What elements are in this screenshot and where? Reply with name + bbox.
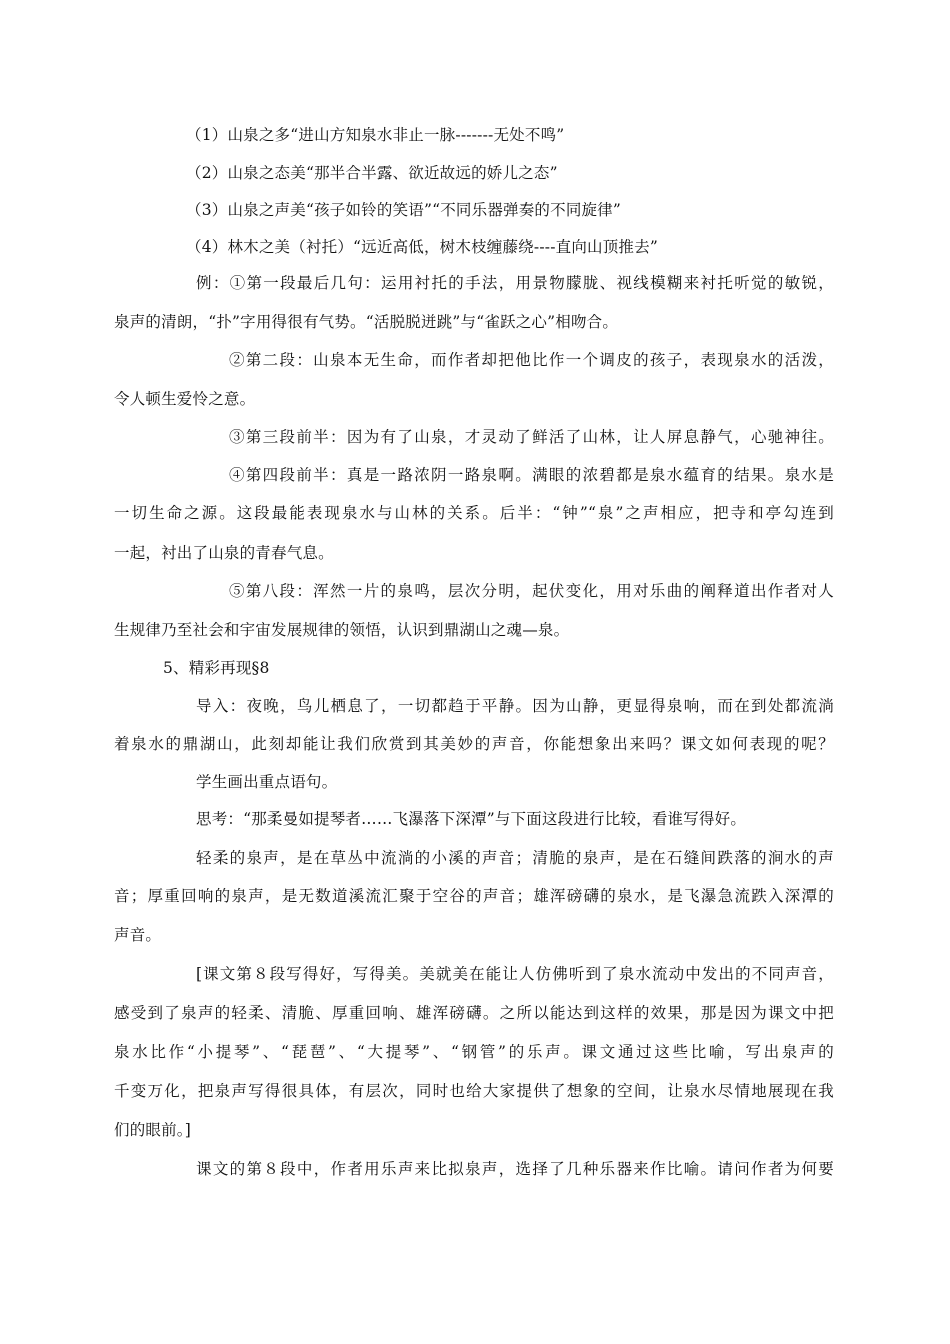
text-line: 生规律乃至社会和宇宙发展规律的领悟，认识到鼎湖山之魂—泉。 bbox=[114, 621, 570, 639]
text-line: 思考：“那柔曼如提琴者……飞瀑落下深潭”与下面这段进行比较，看谁写得好。 bbox=[196, 810, 747, 828]
text-line: 一起，衬出了山泉的青春气息。 bbox=[114, 544, 334, 562]
text-line: ④第四段前半：真是一路浓阴一路泉啊。满眼的浓碧都是泉水蕴育的结果。泉水是 bbox=[229, 466, 834, 484]
text-line: ②第二段：山泉本无生命，而作者却把他比作一个调皮的孩子，表现泉水的活泼， bbox=[229, 351, 834, 369]
text-line: 课文的第８段中，作者用乐声来比拟泉声，选择了几种乐器来作比喻。请问作者为何要 bbox=[196, 1160, 834, 1178]
text-line: 泉水比作“小提琴”、“琵琶”、“大提琴”、“钢管”的乐声。课文通过这些比喻，写出泉声的 bbox=[114, 1043, 834, 1061]
text-line: 导入：夜晚，鸟儿栖息了，一切都趋于平静。因为山静，更显得泉响，而在到处都流淌 bbox=[196, 697, 834, 715]
text-line: 千变万化，把泉声写得很具体，有层次，同时也给大家提供了想象的空间，让泉水尽情地展现在我 bbox=[114, 1082, 834, 1100]
text-line: （1）山泉之多“进山方知泉水非止一脉-------无处不鸣” bbox=[186, 126, 565, 144]
text-line: 轻柔的泉声，是在草丛中流淌的小溪的声音；清脆的泉声，是在石缝间跌落的涧水的声 bbox=[196, 849, 834, 867]
text-line: 感受到了泉声的轻柔、清脆、厚重回响、雄浑磅礴。之所以能达到这样的效果，那是因为课文中把 bbox=[114, 1004, 834, 1022]
text-line: [课文第８段写得好，写得美。美就美在能让人仿佛听到了泉水流动中发出的不同声音， bbox=[196, 965, 834, 983]
text-line: 一切生命之源。这段最能表现泉水与山林的关系。后半：“钟”“泉”之声相应，把寺和亭勾连到 bbox=[114, 504, 834, 522]
text-line: （4）林木之美（衬托）“远近高低，树木枝缠藤绕----直向山顶推去” bbox=[186, 238, 658, 256]
text-line: 例：①第一段最后几句：运用衬托的手法，用景物朦胧、视线模糊来衬托听觉的敏锐， bbox=[196, 274, 834, 292]
text-line: ③第三段前半：因为有了山泉，才灵动了鲜活了山林，让人屏息静气，心驰神往。 bbox=[229, 428, 834, 446]
section-heading: 5、精彩再现§8 bbox=[163, 659, 270, 677]
text-line: 学生画出重点语句。 bbox=[196, 773, 338, 791]
text-line: 声音。 bbox=[114, 926, 162, 944]
text-line: （3）山泉之声美“孩子如铃的笑语”“不同乐器弹奏的不同旋律” bbox=[186, 201, 622, 219]
text-line: 令人顿生爱怜之意。 bbox=[114, 390, 256, 408]
text-line: ⑤第八段：浑然一片的泉鸣，层次分明，起伏变化，用对乐曲的阐释道出作者对人 bbox=[229, 582, 834, 600]
text-line: 着泉水的鼎湖山，此刻却能让我们欣赏到其美妙的声音，你能想象出来吗？课文如何表现的呢？ bbox=[114, 735, 834, 753]
text-line: 们的眼前。] bbox=[114, 1121, 191, 1139]
text-line: （2）山泉之态美“那半合半露、欲近故远的娇儿之态” bbox=[186, 164, 558, 182]
text-line: 音；厚重回响的泉声，是无数道溪流汇聚于空谷的声音；雄浑磅礴的泉水，是飞瀑急流跌入深潭的 bbox=[114, 887, 834, 905]
text-line: 泉声的清朗，“扑”字用得很有气势。“活脱脱迸跳”与“雀跃之心”相吻合。 bbox=[114, 313, 619, 331]
